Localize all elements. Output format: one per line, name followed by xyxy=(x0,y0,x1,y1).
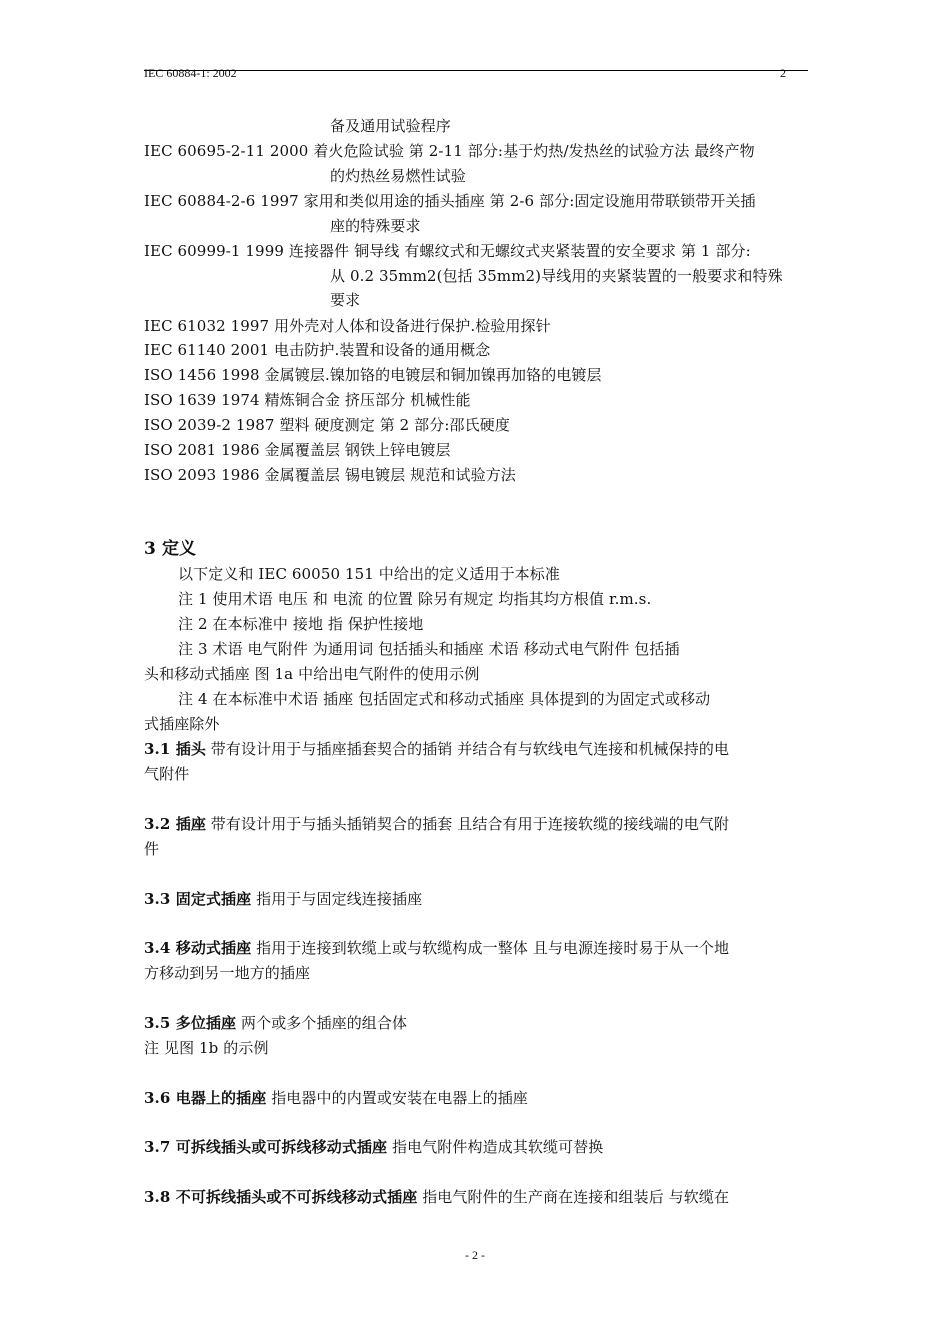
definition-term: 3.4 移动式插座 xyxy=(144,939,252,957)
note-2: 注 2 在本标准中 接地 指 保护性接地 xyxy=(178,615,424,633)
ref-line: 的灼热丝易燃性试验 xyxy=(330,167,466,185)
ref-line: 要求 xyxy=(330,291,361,309)
definition-term: 3.7 可拆线插头或可拆线移动式插座 xyxy=(144,1138,388,1156)
ref-line: 从 0.2 35mm2(包括 35mm2)导线用的夹紧装置的一般要求和特殊 xyxy=(330,267,783,285)
ref-line: IEC 60999-1 1999 连接器件 铜导线 有螺纹式和无螺纹式夹紧装置的安全要求 第 1 部分: xyxy=(144,242,751,260)
definition-text: 指电器中的内置或安装在电器上的插座 xyxy=(266,1089,528,1107)
definition-3-3 xyxy=(144,891,422,908)
definition-text: 指电气附件构造成其软缆可替换 xyxy=(387,1138,604,1156)
definition-3-8 xyxy=(144,1189,729,1206)
note-1: 注 1 使用术语 电压 和 电流 的位置 除另有规定 均指其均方根值 r.m.s. xyxy=(178,590,652,608)
definition-3-1-cont: 气附件 xyxy=(144,765,190,783)
section-heading: 3 定义 xyxy=(144,539,197,559)
page-footer: - 2 - xyxy=(465,1248,485,1262)
definition-term: 3.5 多位插座 xyxy=(144,1014,237,1032)
ref-line: IEC 60695-2-11 2000 着火危险试验 第 2-11 部分:基于灼热/发热丝的试验方法 最终产物 xyxy=(144,142,755,160)
ref-line: 座的特殊要求 xyxy=(330,217,421,235)
ref-line: ISO 1456 1998 金属镀层.镍加铬的电镀层和铜加镍再加铬的电镀层 xyxy=(144,366,602,384)
ref-line: ISO 1639 1974 精炼铜合金 挤压部分 机械性能 xyxy=(144,391,471,409)
ref-line: IEC 60884-2-6 1997 家用和类似用途的插头插座 第 2-6 部分:固定设施用带联锁带开关插 xyxy=(144,192,756,210)
ref-line: ISO 2039-2 1987 塑料 硬度测定 第 2 部分:邵氏硬度 xyxy=(144,416,510,434)
definition-term: 3.8 不可拆线插头或不可拆线移动式插座 xyxy=(144,1188,418,1206)
ref-line: IEC 61140 2001 电击防护.装置和设备的通用概念 xyxy=(144,341,491,359)
definition-3-7 xyxy=(144,1139,603,1156)
definition-3-1 xyxy=(144,741,729,758)
definition-text: 指电气附件的生产商在连接和组装后 与软缆在 xyxy=(417,1188,730,1206)
definition-term: 3.6 电器上的插座 xyxy=(144,1089,267,1107)
definition-text: 带有设计用于与插头插销契合的插套 且结合有用于连接软缆的接线端的电气附 xyxy=(205,815,730,833)
header-standard-id: IEC 60884-1: 2002 xyxy=(144,66,237,80)
page-header xyxy=(144,66,808,80)
note-3: 注 3 术语 电气附件 为通用词 包括插头和插座 术语 移动式电气附件 包括插 xyxy=(178,640,680,658)
note-4-cont: 式插座除外 xyxy=(144,715,220,733)
definition-3-2 xyxy=(144,816,729,833)
definition-term: 3.1 插头 xyxy=(144,740,206,758)
definition-3-6 xyxy=(144,1090,528,1107)
definition-3-4-cont: 方移动到另一地方的插座 xyxy=(144,964,311,982)
ref-line: ISO 2081 1986 金属覆盖层 钢铁上锌电镀层 xyxy=(144,441,451,459)
definition-3-5 xyxy=(144,1015,407,1032)
definition-text: 指用于连接到软缆上或与软缆构成一整体 且与电源连接时易于从一个地 xyxy=(251,939,730,957)
definition-text: 带有设计用于与插座插套契合的插销 并结合有与软线电气连接和机械保持的电 xyxy=(205,740,730,758)
ref-line: 备及通用试验程序 xyxy=(330,117,451,135)
definition-3-2-cont: 件 xyxy=(144,840,160,858)
note-3-cont: 头和移动式插座 图 1a 中给出电气附件的使用示例 xyxy=(144,665,480,683)
definition-term: 3.2 插座 xyxy=(144,815,206,833)
definition-term: 3.3 固定式插座 xyxy=(144,890,252,908)
definition-3-4 xyxy=(144,940,729,957)
definition-3-5-note: 注 见图 1b 的示例 xyxy=(144,1039,269,1057)
definition-text: 指用于与固定线连接插座 xyxy=(251,890,423,908)
note-4: 注 4 在本标准中术语 插座 包括固定式和移动式插座 具体提到的为固定式或移动 xyxy=(178,690,711,708)
section-intro: 以下定义和 IEC 60050 151 中给出的定义适用于本标准 xyxy=(178,565,560,583)
definition-text: 两个或多个插座的组合体 xyxy=(236,1014,408,1032)
ref-line: ISO 2093 1986 金属覆盖层 锡电镀层 规范和试验方法 xyxy=(144,466,516,484)
ref-line: IEC 61032 1997 用外壳对人体和设备进行保护.检验用探针 xyxy=(144,317,551,335)
header-page-number: 2 xyxy=(780,66,786,80)
